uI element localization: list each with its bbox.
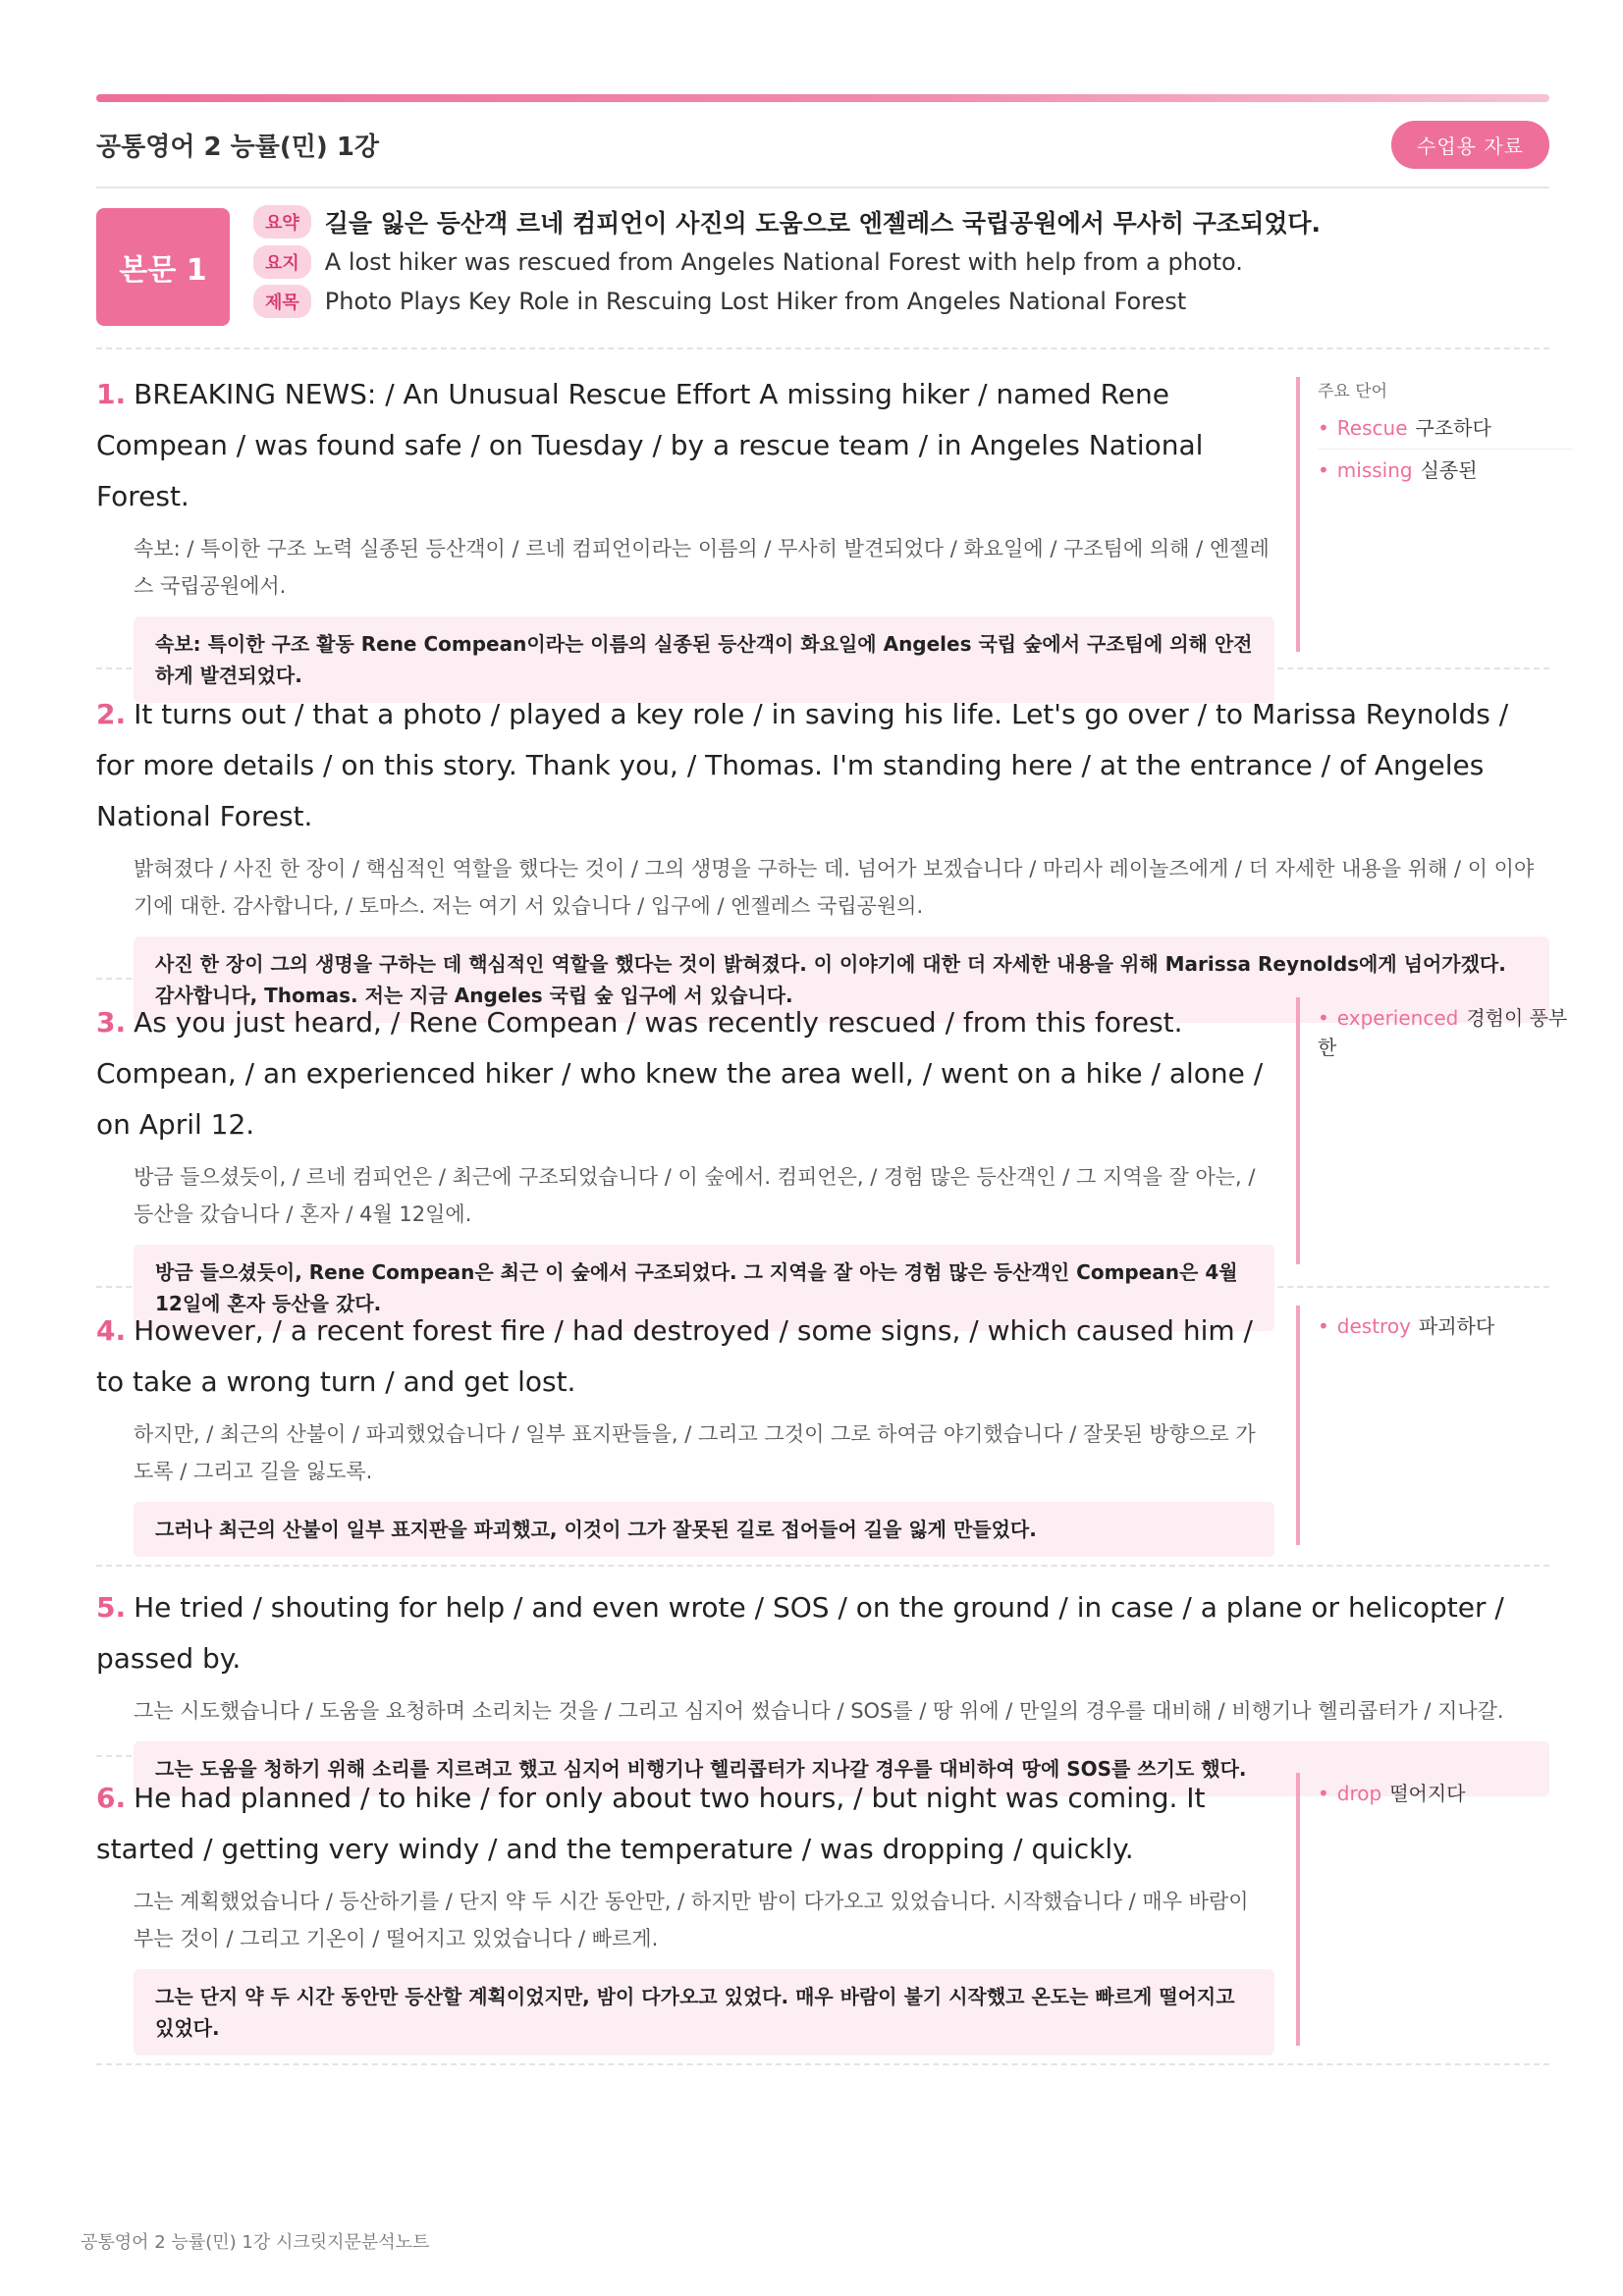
english-sentence xyxy=(96,369,1274,522)
summary-row-main-idea xyxy=(253,245,1243,279)
vocab-sidebar xyxy=(1296,1306,1573,1545)
full-translation: 사진 한 장이 그의 생명을 구하는 데 핵심적인 역할을 했다는 것이 밝혀졌다. 이 이야기에 대한 더 자세한 내용을 위해 Marissa Reynolds에게 넘어가겠다. 감사합니다, Thomas. 저는 지금 Angeles 국립 숲 입구에 서 있습니다. xyxy=(134,936,1549,1023)
english-sentence xyxy=(96,1306,1274,1408)
sentence-number: 3. xyxy=(96,1006,127,1039)
english-sentence xyxy=(96,689,1549,842)
vocab-item xyxy=(1318,1773,1573,1814)
full-translation: 그러나 최근의 산불이 일부 표지판을 파괴했고, 이것이 그가 잘못된 길로 접어들어 길을 잃게 만들었다. xyxy=(134,1502,1274,1557)
vocab-item xyxy=(1318,407,1573,450)
page-title: 공통영어 2 능률(민) 1강 xyxy=(96,132,380,162)
full-translation: 속보: 특이한 구조 활동 Rene Compean이라는 이름의 실종된 등산객이 화요일에 Angeles 국립 숲에서 구조팀에 의해 안전하게 발견되었다. xyxy=(134,616,1274,703)
sentence-section-6 xyxy=(96,1757,1549,2065)
summary-box xyxy=(96,188,1549,349)
sentence-section-1 xyxy=(96,349,1549,687)
english-text: He tried / shouting for help / and even wrote / SOS / on the ground / in case / a plane or helicopter / passed by. xyxy=(96,1591,1504,1675)
vocab-meaning: 파괴하다 xyxy=(1418,1314,1495,1338)
korean-chunk-translation: 하지만, / 최근의 산불이 / 파괴했었습니다 / 일부 표지판들을, / 그리고 그것이 그로 하여금 야기했습니다 / 잘못된 방향으로 가도록 / 그리고 길을 잃도록. xyxy=(134,1422,1256,1483)
vocab-item xyxy=(1318,997,1573,1068)
summary-chip: 요약 xyxy=(253,205,311,239)
korean-chunk-translation: 밝혀졌다 / 사진 한 장이 / 핵심적인 역할을 했다는 것이 / 그의 생명을 구하는 데. 넘어가 보겠습니다 / 마리사 레이놀즈에게 / 더 자세한 내용을 위해 / 이 이야기에 대한. 감사합니다, / 토마스. 저는 여기 서 있습니다 / 입구에 / 엔젤레스 국립공원의. xyxy=(134,857,1535,918)
korean-chunk-translation: 그는 계획했었습니다 / 등산하기를 / 단지 약 두 시간 동안만, / 하지만 밤이 다가오고 있었습니다. 시작했습니다 / 매우 바람이 부는 것이 / 그리고 기온이 / 떨어지고 있었습니다 / 빠르게. xyxy=(134,1890,1249,1950)
summary-chip: 요지 xyxy=(253,245,311,279)
bullet-icon: • xyxy=(1318,458,1329,482)
sentence-number: 5. xyxy=(96,1591,127,1624)
vocab-sidebar xyxy=(1296,997,1573,1264)
vocab-word: experienced xyxy=(1336,1006,1459,1030)
header xyxy=(96,102,1549,188)
class-material-badge: 수업용 자료 xyxy=(1391,121,1549,169)
korean-chunk-translation: 속보: / 특이한 구조 노력 실종된 등산객이 / 르네 컴피언이라는 이름의 / 무사히 발견되었다 / 화요일에 / 구조팀에 의해 / 엔젤레스 국립공원에서. xyxy=(134,537,1270,598)
english-text: BREAKING NEWS: / An Unusual Rescue Effort A missing hiker / named Rene Compean / was found safe / on Tuesday / by a rescue team / in Angeles National Forest. xyxy=(96,378,1204,512)
full-translation: 그는 단지 약 두 시간 동안만 등산할 계획이었지만, 밤이 다가오고 있었다. 매우 바람이 불기 시작했고 온도는 빠르게 떨어지고 있었다. xyxy=(134,1969,1274,2056)
top-accent-bar xyxy=(96,94,1549,102)
vocab-item xyxy=(1318,450,1573,491)
sentence-content xyxy=(96,1306,1274,1557)
bullet-icon: • xyxy=(1318,1006,1329,1030)
english-text: It turns out / that a photo / played a key role / in saving his life. Let's go over / to Marissa Reynolds / for more details / on this story. Thank you, / Thomas. I'm standing here / at the entrance / of Angeles National Forest. xyxy=(96,698,1509,832)
korean-chunk-translation: 그는 시도했습니다 / 도움을 요청하며 소리치는 것을 / 그리고 심지어 썼습니다 / SOS를 / 땅 위에 / 만일의 경우를 대비해 / 비행기나 헬리콥터가 / 지나갈. xyxy=(134,1699,1504,1723)
english-sentence xyxy=(96,1582,1549,1684)
vocab-meaning: 구조하다 xyxy=(1415,416,1491,440)
sentence-number: 2. xyxy=(96,698,127,730)
vocab-sidebar xyxy=(1296,377,1573,652)
summary-text: A lost hiker was rescued from Angeles National Forest with help from a photo. xyxy=(324,248,1243,276)
sentence-section-5 xyxy=(96,1567,1549,1781)
english-text: However, / a recent forest fire / had destroyed / some signs, / which caused him / to take a wrong turn / and get lost. xyxy=(96,1314,1253,1398)
sentence-content xyxy=(96,689,1549,1023)
bullet-icon: • xyxy=(1318,1314,1329,1338)
sentence-number: 4. xyxy=(96,1314,127,1347)
page-footer: 공통영어 2 능률(민) 1강 시크릿지문분석노트 xyxy=(81,2232,430,2253)
korean-chunk-translation: 방금 들으셨듯이, / 르네 컴피언은 / 최근에 구조되었습니다 / 이 숲에서. 컴피언은, / 경험 많은 등산객인 / 그 지역을 잘 아는, / 등산을 갔습니다 / 혼자 / 4월 12일에. xyxy=(134,1165,1256,1226)
vocab-meaning: 떨어지다 xyxy=(1389,1782,1466,1805)
passage-label: 본문 1 xyxy=(96,208,230,326)
english-sentence xyxy=(96,997,1274,1150)
page xyxy=(96,94,1568,2065)
vocab-word: drop xyxy=(1336,1782,1382,1805)
summary-text: 길을 잃은 등산객 르네 컴피언이 사진의 도움으로 엔젤레스 국립공원에서 무사히 구조되었다. xyxy=(324,209,1322,238)
sentence-section-3 xyxy=(96,980,1568,1315)
full-translation: 그는 도움을 청하기 위해 소리를 지르려고 했고 심지어 비행기나 헬리콥터가 지나갈 경우를 대비하여 땅에 SOS를 쓰기도 했다. xyxy=(134,1741,1549,1796)
full-translation: 방금 들으셨듯이, Rene Compean은 최근 이 숲에서 구조되었다. 그 지역을 잘 아는 경험 많은 등산객인 Compean은 4월 12일에 혼자 등산을 갔다. xyxy=(134,1245,1274,1331)
sentence-number: 6. xyxy=(96,1782,127,1814)
english-text: As you just heard, / Rene Compean / was recently rescued / from this forest. Compean, / an experienced hiker / who knew the area well, / went on a hike / alone / on April 12. xyxy=(96,1006,1264,1141)
bullet-icon: • xyxy=(1318,416,1329,440)
sentence-content xyxy=(96,997,1274,1331)
vocab-meaning: 실종된 xyxy=(1420,458,1478,482)
summary-row-gist xyxy=(253,204,1321,240)
english-text: He had planned / to hike / for only about two hours, / but night was coming. It started / getting very windy / and the temperature / was dropping / quickly. xyxy=(96,1782,1206,1865)
sentence-number: 1. xyxy=(96,378,127,410)
summary-text: Photo Plays Key Role in Rescuing Lost Hiker from Angeles National Forest xyxy=(324,288,1187,315)
summary-row-title xyxy=(253,285,1186,318)
sentence-content xyxy=(96,369,1274,703)
vocab-word: Rescue xyxy=(1336,416,1408,440)
vocab-meaning: 경험이 풍부한 xyxy=(1318,1006,1568,1059)
sentence-section-2 xyxy=(96,669,1549,1007)
english-sentence xyxy=(96,1773,1274,1875)
vocab-word: missing xyxy=(1336,458,1413,482)
vocab-sidebar xyxy=(1296,1773,1573,2046)
vocab-item xyxy=(1318,1306,1573,1347)
summary-chip: 제목 xyxy=(253,285,311,318)
vocab-title: 주요 단어 xyxy=(1318,382,1388,401)
sentence-content xyxy=(96,1773,1274,2056)
vocab-word: destroy xyxy=(1336,1314,1411,1338)
bullet-icon: • xyxy=(1318,1782,1329,1805)
sentence-section-4 xyxy=(96,1288,1549,1567)
